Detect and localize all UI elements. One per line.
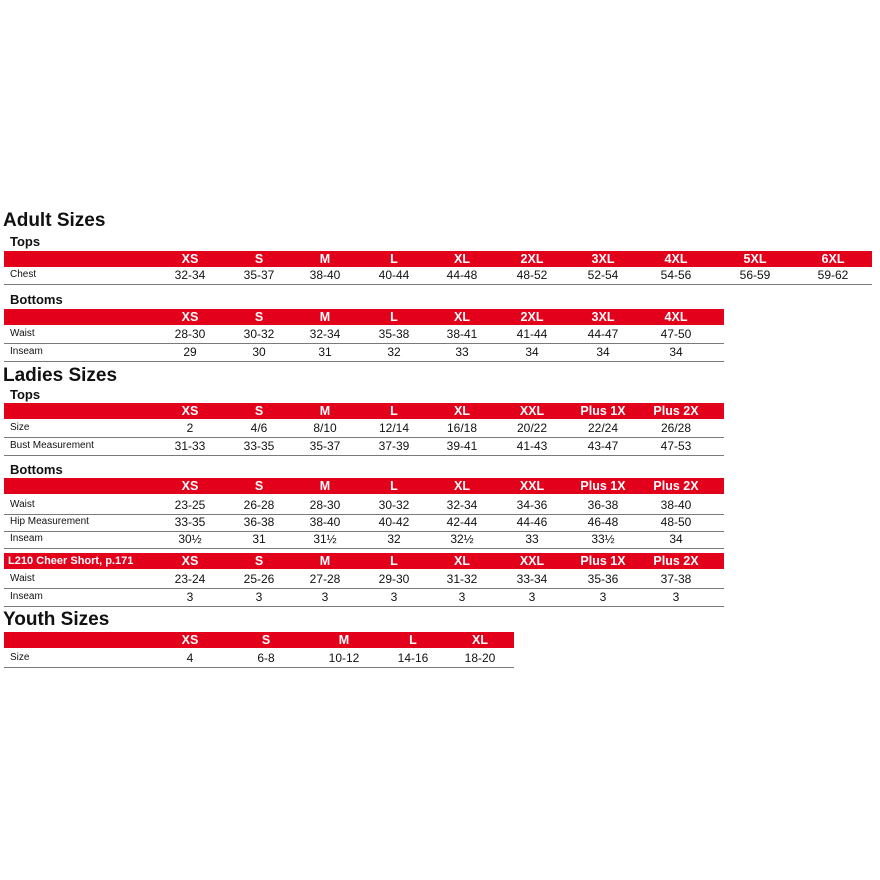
cheer-short-size-header: Plus 1X: [580, 554, 626, 568]
adult-bottoms-cell: 34: [669, 345, 683, 359]
ladies-bottoms-cell: 38-40: [309, 515, 341, 529]
adult-bottoms-size-header: L: [390, 310, 398, 324]
youth-cell: 14-16: [397, 651, 429, 665]
ladies-bottoms-size-header: Plus 2X: [653, 479, 699, 493]
adult-bottoms-size-header: XL: [454, 310, 470, 324]
ladies-bottoms-cell: 33-35: [174, 515, 206, 529]
cheer-short-size-header: M: [319, 554, 331, 568]
adult-bottoms-cell: 28-30: [174, 327, 206, 341]
ladies-tops-size-header: L: [390, 404, 398, 418]
adult-bottoms-row-label: Waist: [10, 328, 35, 339]
adult-bottoms-cell: 32: [387, 345, 401, 359]
cheer-short-cell: 29-30: [378, 572, 410, 586]
ladies-tops-row: [4, 437, 724, 456]
cheer-short-row: [4, 570, 724, 589]
adult-bottoms-size-header: 2XL: [520, 310, 544, 324]
ladies-tops-cell: 43-47: [587, 439, 619, 453]
adult-tops-cell: 44-48: [446, 268, 478, 282]
ladies-tops-size-header: S: [254, 404, 264, 418]
adult-tops-size-header: 6XL: [821, 252, 845, 266]
ladies-tops-size-header: XS: [181, 404, 199, 418]
cheer-short-cell: 33-34: [516, 572, 548, 586]
adult-tops-header-band: [4, 251, 872, 267]
youth-header-band: [4, 632, 514, 648]
cheer-short-cell: 3: [599, 590, 607, 604]
ladies-bottoms-cell: 32½: [450, 532, 474, 546]
ladies-bottoms-label: Bottoms: [10, 462, 63, 477]
adult-bottoms-cell: 41-44: [516, 327, 548, 341]
adult-tops-row: [4, 266, 872, 285]
adult-bottoms-size-header: 3XL: [591, 310, 615, 324]
adult-bottoms-cell: 34: [525, 345, 539, 359]
cheer-short-cell: 23-24: [174, 572, 206, 586]
ladies-tops-size-header: M: [319, 404, 331, 418]
ladies-tops-cell: 47-53: [660, 439, 692, 453]
adult-bottoms-row: [4, 325, 724, 344]
ladies-bottoms-cell: 40-42: [378, 515, 410, 529]
cheer-short-row: [4, 588, 724, 607]
adult-bottoms-header-band: [4, 309, 724, 325]
youth-cell: 4: [186, 651, 194, 665]
adult-bottoms-row-label: Inseam: [10, 346, 43, 357]
adult-bottoms-cell: 30: [252, 345, 266, 359]
adult-bottoms-cell: 38-41: [446, 327, 478, 341]
adult-tops-size-header: 3XL: [591, 252, 615, 266]
adult-bottoms-row: [4, 343, 724, 362]
ladies-bottoms-cell: 34-36: [516, 498, 548, 512]
ladies-tops-cell: 22/24: [587, 421, 619, 435]
adult-tops-cell: 48-52: [516, 268, 548, 282]
ladies-tops-label: Tops: [10, 387, 41, 402]
adult-bottoms-cell: 31: [318, 345, 332, 359]
adult-tops-size-header: 4XL: [664, 252, 688, 266]
cheer-short-row-label: Waist: [10, 573, 35, 584]
youth-cell: 6-8: [257, 651, 275, 665]
ladies-tops-size-header: XL: [454, 404, 470, 418]
ladies-tops-header-band: [4, 403, 724, 419]
youth-sizes-title: Youth Sizes: [3, 609, 110, 630]
cheer-short-cell: 25-26: [243, 572, 275, 586]
ladies-tops-size-header: Plus 1X: [580, 404, 626, 418]
ladies-tops-cell: 33-35: [243, 439, 275, 453]
youth-size-header: M: [338, 633, 350, 647]
youth-size-header: XL: [472, 633, 488, 647]
ladies-bottoms-cell: 32: [387, 532, 401, 546]
ladies-bottoms-row: [4, 530, 724, 549]
ladies-bottoms-cell: 23-25: [174, 498, 206, 512]
ladies-bottoms-cell: 31½: [313, 532, 337, 546]
adult-bottoms-size-header: XS: [181, 310, 199, 324]
cheer-short-cell: 3: [255, 590, 263, 604]
ladies-tops-cell: 31-33: [174, 439, 206, 453]
ladies-bottoms-row-label: Inseam: [10, 533, 43, 544]
ladies-tops-cell: 8/10: [313, 421, 337, 435]
cheer-short-cell: 3: [390, 590, 398, 604]
ladies-bottoms-size-header: M: [319, 479, 331, 493]
ladies-tops-row-label: Bust Measurement: [10, 440, 94, 451]
ladies-tops-cell: 41-43: [516, 439, 548, 453]
adult-tops-size-header: 2XL: [520, 252, 544, 266]
adult-bottoms-size-header: S: [254, 310, 264, 324]
adult-tops-cell: 54-56: [660, 268, 692, 282]
ladies-bottoms-cell: 26-28: [243, 498, 275, 512]
adult-tops-cell: 32-34: [174, 268, 206, 282]
adult-bottoms-size-header: M: [319, 310, 331, 324]
adult-bottoms-cell: 30-32: [243, 327, 275, 341]
ladies-bottoms-cell: 36-38: [243, 515, 275, 529]
ladies-bottoms-cell: 38-40: [660, 498, 692, 512]
ladies-sizes-title: Ladies Sizes: [3, 365, 118, 386]
ladies-tops-row: [4, 419, 724, 438]
ladies-bottoms-row-label: Waist: [10, 499, 35, 510]
adult-tops-cell: 59-62: [817, 268, 849, 282]
ladies-tops-cell: 20/22: [516, 421, 548, 435]
ladies-bottoms-cell: 33½: [591, 532, 615, 546]
cheer-short-size-header: XXL: [519, 554, 545, 568]
ladies-bottoms-size-header: Plus 1X: [580, 479, 626, 493]
youth-size-header: L: [409, 633, 417, 647]
adult-tops-size-header: 5XL: [743, 252, 767, 266]
adult-tops-cell: 52-54: [587, 268, 619, 282]
ladies-bottoms-size-header: S: [254, 479, 264, 493]
ladies-tops-cell: 37-39: [378, 439, 410, 453]
cheer-short-size-header: XS: [181, 554, 199, 568]
ladies-tops-cell: 2: [186, 421, 194, 435]
ladies-bottoms-size-header: XXL: [519, 479, 545, 493]
youth-size-header: S: [261, 633, 271, 647]
ladies-tops-cell: 12/14: [378, 421, 410, 435]
ladies-bottoms-size-header: XL: [454, 479, 470, 493]
adult-tops-size-header: L: [390, 252, 398, 266]
cheer-short-size-header: S: [254, 554, 264, 568]
ladies-bottoms-row-label: Hip Measurement: [10, 516, 89, 527]
adult-tops-row-label: Chest: [10, 269, 37, 280]
cheer-short-cell: 27-28: [309, 572, 341, 586]
adult-sizes-title: Adult Sizes: [3, 210, 106, 231]
cheer-short-cell: 3: [186, 590, 194, 604]
ladies-bottoms-cell: 31: [252, 532, 266, 546]
ladies-tops-row-label: Size: [10, 422, 30, 433]
ladies-bottoms-cell: 46-48: [587, 515, 619, 529]
cheer-short-cell: 31-32: [446, 572, 478, 586]
ladies-tops-cell: 39-41: [446, 439, 478, 453]
ladies-tops-cell: 35-37: [309, 439, 341, 453]
ladies-bottoms-cell: 48-50: [660, 515, 692, 529]
adult-tops-size-header: S: [254, 252, 264, 266]
adult-bottoms-label: Bottoms: [10, 292, 63, 307]
adult-tops-label: Tops: [10, 234, 41, 249]
cheer-short-label: L210 Cheer Short, p.171: [8, 555, 134, 567]
cheer-short-cell: 3: [458, 590, 466, 604]
cheer-short-row-label: Inseam: [10, 591, 43, 602]
adult-tops-cell: 35-37: [243, 268, 275, 282]
ladies-tops-cell: 26/28: [660, 421, 692, 435]
youth-row-label: Size: [10, 652, 30, 663]
ladies-tops-size-header: Plus 2X: [653, 404, 699, 418]
ladies-bottoms-cell: 44-46: [516, 515, 548, 529]
ladies-bottoms-cell: 34: [669, 532, 683, 546]
cheer-short-cell: 3: [528, 590, 536, 604]
ladies-bottoms-cell: 33: [525, 532, 539, 546]
adult-bottoms-cell: 29: [183, 345, 197, 359]
ladies-tops-size-header: XXL: [519, 404, 545, 418]
ladies-bottoms-cell: 36-38: [587, 498, 619, 512]
adult-tops-cell: 40-44: [378, 268, 410, 282]
adult-tops-size-header: XL: [454, 252, 470, 266]
youth-cell: 10-12: [328, 651, 360, 665]
cheer-short-size-header: L: [390, 554, 398, 568]
cheer-short-cell: 37-38: [660, 572, 692, 586]
adult-tops-size-header: M: [319, 252, 331, 266]
adult-bottoms-cell: 44-47: [587, 327, 619, 341]
ladies-bottoms-size-header: L: [390, 479, 398, 493]
adult-bottoms-size-header: 4XL: [664, 310, 688, 324]
cheer-short-size-header: Plus 2X: [653, 554, 699, 568]
cheer-short-size-header: XL: [454, 554, 470, 568]
ladies-bottoms-size-header: XS: [181, 479, 199, 493]
adult-tops-size-header: XS: [181, 252, 199, 266]
cheer-short-cell: 3: [672, 590, 680, 604]
adult-tops-cell: 56-59: [739, 268, 771, 282]
ladies-bottoms-cell: 42-44: [446, 515, 478, 529]
ladies-bottoms-cell: 30-32: [378, 498, 410, 512]
ladies-bottoms-cell: 30½: [178, 532, 202, 546]
youth-size-header: XS: [181, 633, 199, 647]
youth-cell: 18-20: [464, 651, 496, 665]
adult-bottoms-cell: 47-50: [660, 327, 692, 341]
youth-row: [4, 649, 514, 668]
ladies-bottoms-cell: 28-30: [309, 498, 341, 512]
adult-bottoms-cell: 35-38: [378, 327, 410, 341]
ladies-bottoms-header-band: [4, 478, 724, 494]
ladies-tops-cell: 16/18: [446, 421, 478, 435]
adult-bottoms-cell: 32-34: [309, 327, 341, 341]
adult-tops-cell: 38-40: [309, 268, 341, 282]
cheer-short-cell: 3: [321, 590, 329, 604]
ladies-tops-cell: 4/6: [250, 421, 268, 435]
cheer-short-header-band: [4, 553, 724, 569]
cheer-short-cell: 35-36: [587, 572, 619, 586]
ladies-bottoms-cell: 32-34: [446, 498, 478, 512]
adult-bottoms-cell: 33: [455, 345, 469, 359]
adult-bottoms-cell: 34: [596, 345, 610, 359]
